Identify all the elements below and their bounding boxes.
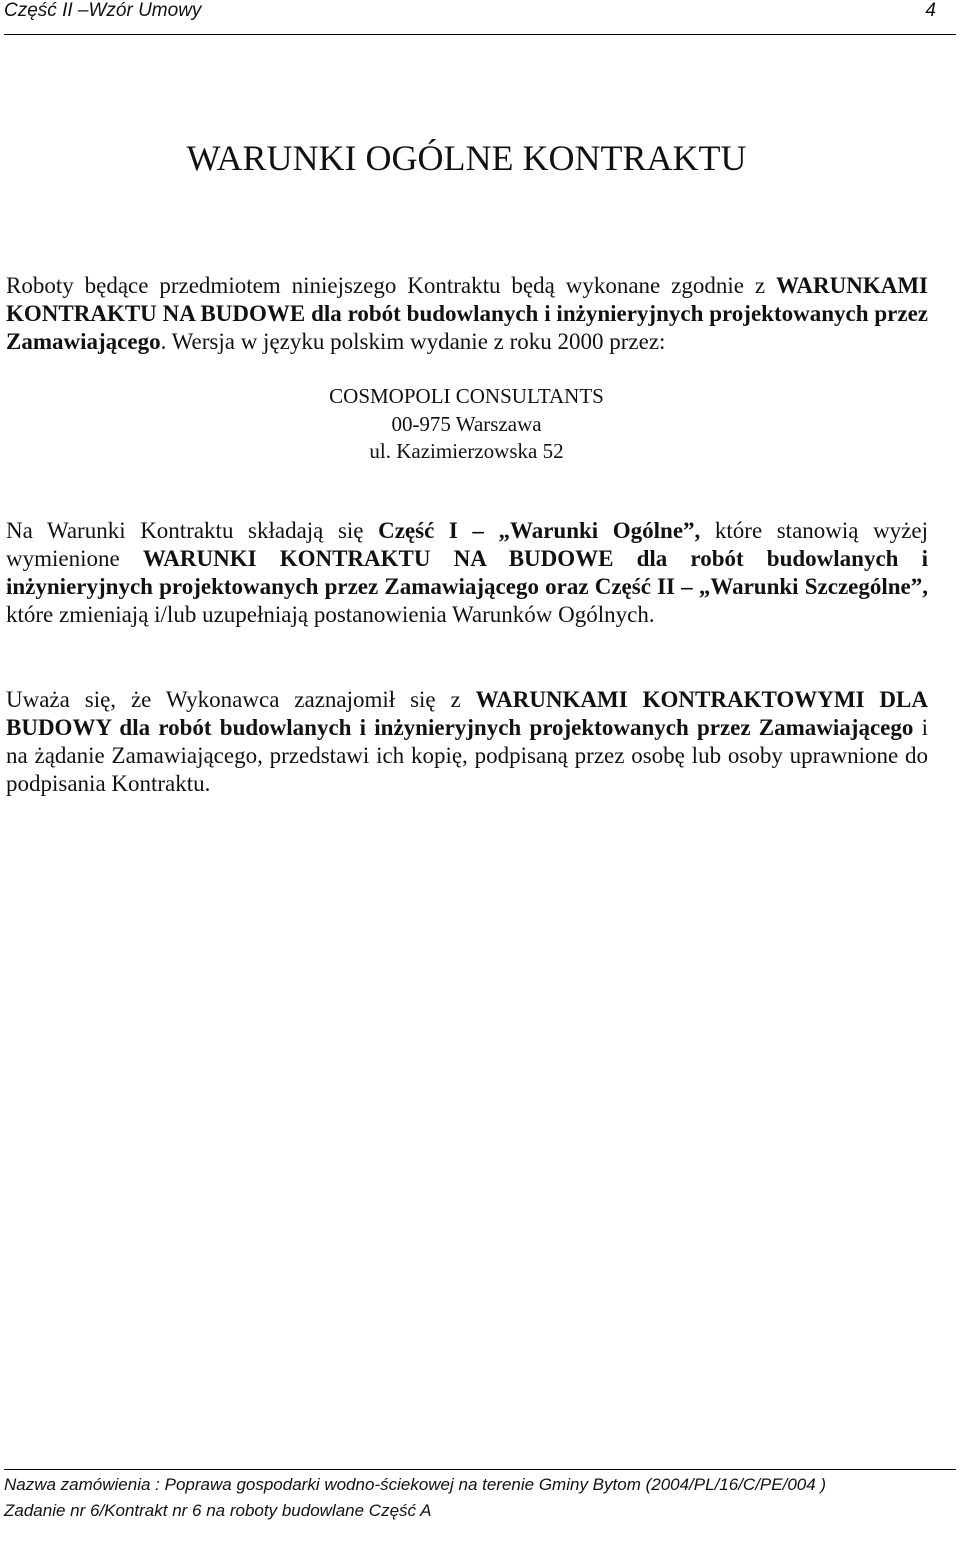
composition-bold-2: WARUNKI KONTRAKTU NA BUDOWE dla robót budowlanych i inżynieryjnych projektowanych przez Zamawiającego oraz Część II – „Warunki Szczególne”,: [6, 546, 928, 599]
composition-text-3: które zmieniają i/lub uzupełniają postanowienia Warunków Ogólnych.: [6, 602, 655, 627]
paragraph-acknowledgement: [6, 686, 928, 798]
address-city: 00-975 Warszawa: [391, 411, 542, 436]
page-header: [4, 0, 956, 35]
footer-order-name: Nazwa zamówienia : Poprawa gospodarki wodno-ściekowej na terenie Gminy Bytom (2004/PL/16/C/PE/004 ): [4, 1475, 827, 1494]
document-title: WARUNKI OGÓLNE KONTRAKTU: [186, 138, 747, 178]
page-number: 4: [925, 0, 936, 21]
page-footer: [4, 1469, 956, 1524]
ack-bold-1: WARUNKAMI KONTRAKTOWYMI DLA BUDOWY dla robót budowlanych i inżynieryjnych projektowanych przez Zamawiającego: [6, 687, 928, 740]
address-street: ul. Kazimierzowska 52: [369, 439, 564, 463]
publisher-address: [0, 383, 933, 466]
paragraph-composition: [6, 517, 928, 629]
composition-text-2: które stanowią wyżej wymienione: [6, 518, 928, 571]
address-company: COSMOPOLI CONSULTANTS: [329, 384, 604, 408]
paragraph-intro: [6, 272, 928, 356]
composition-bold-1: Część I – „Warunki Ogólne”,: [378, 518, 701, 543]
header-section-title: Część II –Wzór Umowy: [4, 0, 202, 21]
intro-text-1: Roboty będące przedmiotem niniejszego Kontraktu będą wykonane zgodnie z: [6, 273, 776, 298]
composition-text-1: Na Warunki Kontraktu składają się: [6, 518, 379, 543]
ack-text-1: Uważa się, że Wykonawca zaznajomił się z: [6, 687, 476, 712]
ack-text-2: i na żądanie Zamawiającego, przedstawi ich kopię, podpisaną przez osobę lub osoby uprawnione do podpisania Kontraktu.: [6, 715, 928, 796]
footer-task: Zadanie nr 6/Kontrakt nr 6 na roboty budowlane Część A: [4, 1501, 432, 1520]
intro-text-2: . Wersja w języku polskim wydanie z roku 2000 przez:: [160, 329, 666, 354]
intro-bold-1: WARUNKAMI KONTRAKTU NA BUDOWE dla robót budowlanych i inżynieryjnych projektowanych przez Zamawiającego: [6, 273, 928, 354]
